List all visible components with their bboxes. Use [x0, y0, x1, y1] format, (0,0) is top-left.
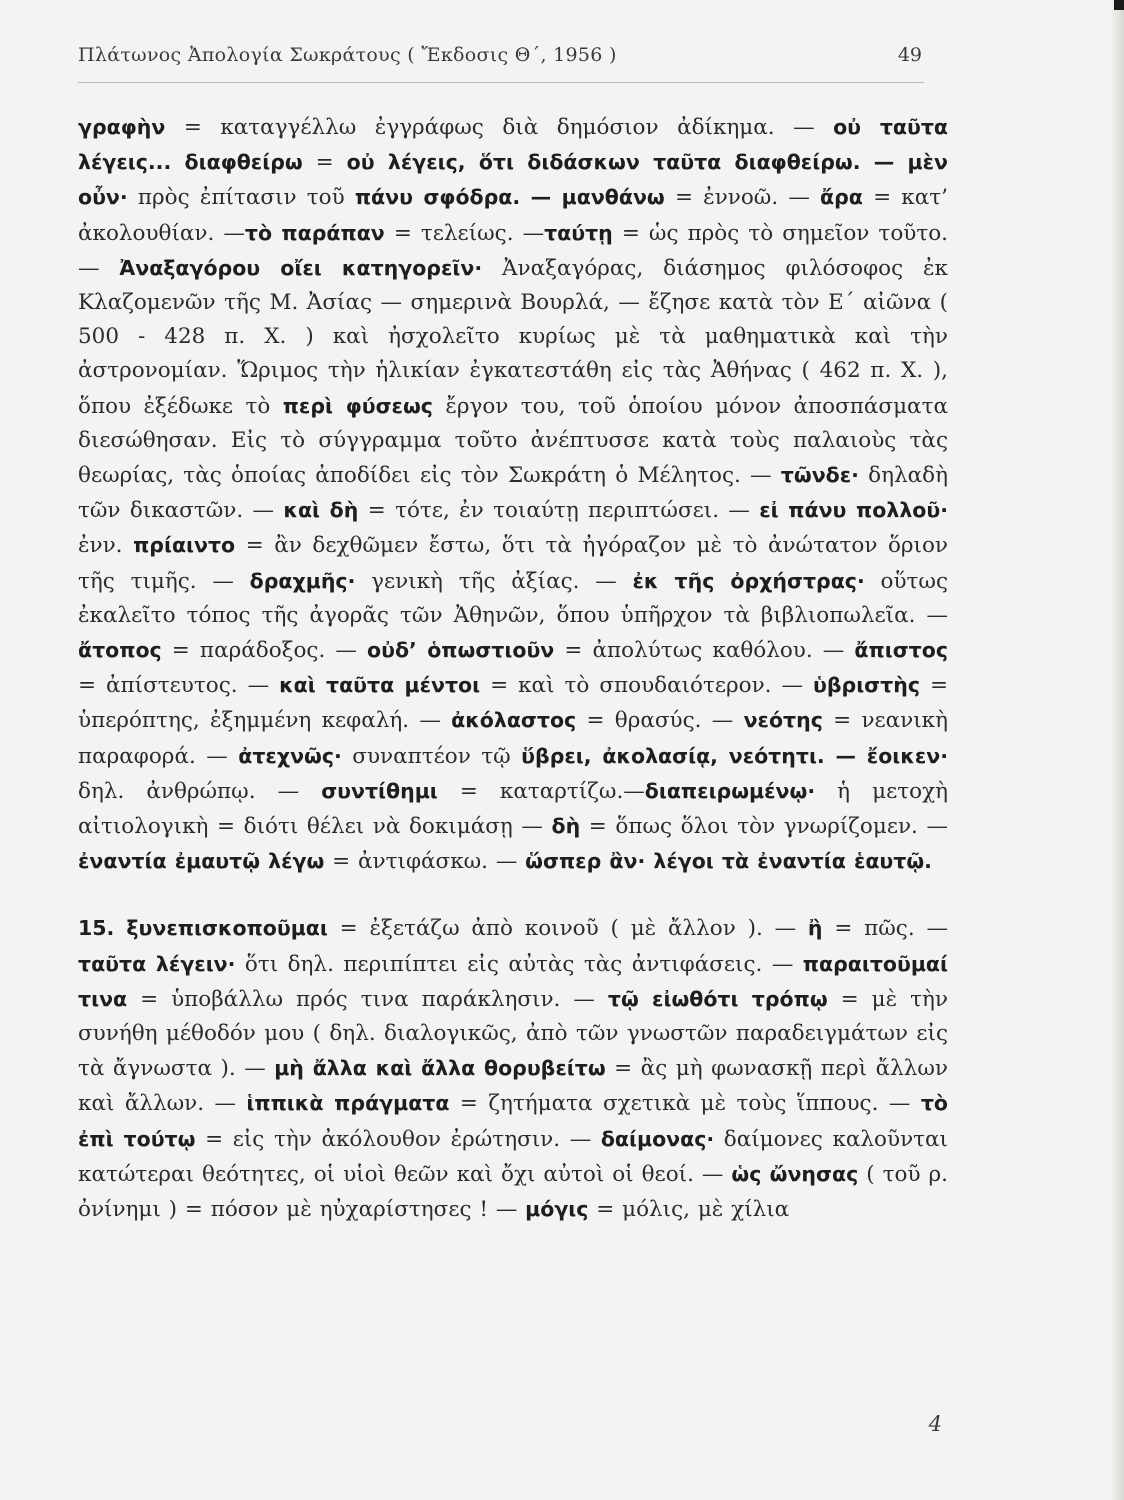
lemma: ταῦτα λέγειν· — [78, 951, 236, 976]
lemma: 15. ξυνεπισκοποῦμαι — [78, 916, 328, 941]
lemma: οὐδ’ ὁπωστιοῦν — [367, 638, 555, 663]
gloss: οὕτως ἐκαλεῖτο τόπος τῆς ἀγορᾶς τῶν Ἀθηνῶν, ὅπου ὑπῆρχον τὰ βιβλιοπωλεῖα. — — [78, 568, 948, 628]
gloss: δηλ. ἀνθρώπῳ. — — [78, 778, 322, 804]
lemma: καὶ δὴ — [283, 498, 359, 523]
gloss: = ἀπολύτως καθόλου. — — [554, 638, 855, 664]
lemma: τῷ εἰωθότι τρόπῳ — [607, 986, 828, 1011]
paragraph-glossary-15 — [78, 911, 948, 1227]
lemma: περὶ φύσεως — [282, 393, 433, 418]
gloss: = μὲ τὴν συνήθη μέθοδόν μου ( δηλ. διαλογικῶς, ἀπὸ τῶν γνωστῶν παραδειγμάτων εἰς τὰ ἄγνωστα ). — — [78, 986, 948, 1082]
gloss: = θρασύς. — — [576, 708, 744, 734]
gloss: = καταγγέλλω ἐγγράφως διὰ δημόσιον ἀδίκημα. — — [165, 115, 834, 140]
gloss: = παράδοξος. — — [161, 638, 368, 664]
lemma: οὐ λέγεις, ὅτι διδάσκων ταῦτα διαφθείρω. — μὲν οὖν· — [78, 150, 948, 210]
gloss: = ἐξετάζω ἀπὸ κοινοῦ ( μὲ ἄλλον ). — — [327, 916, 808, 942]
gloss: συναπτέον τῷ — [341, 743, 522, 769]
lemma: οὐ ταῦτα λέγεις... διαφθείρω — [78, 115, 948, 175]
lemma: ἄρα — [820, 185, 863, 210]
gloss: Ἀναξαγόρας, διάσημος φιλόσοφος ἐκ Κλαζομενῶν τῆς Μ. Ἀσίας — σημερινὰ Βουρλά, — ἔζησε κατὰ τὸν Ε΄ αἰῶνα ( 500 - 428 π. Χ. ) καὶ ἠσχολεῖτο κυρίως μὲ τὰ μαθηματικὰ καὶ τὴν ἀστρονομίαν. Ὥριμος τὴν ἡλικίαν ἐγκατεστάθη εἰς τὰς Ἀθήνας ( 462 π. Χ. ), ὅπου ἐξέδωκε τὸ — [78, 255, 948, 419]
page-edge — [1110, 0, 1124, 1500]
lemma: διαπειρωμένῳ· — [644, 778, 816, 803]
gloss: = ἐννοῶ. — — [664, 185, 821, 211]
gloss: = νεανικὴ παραφορά. — — [78, 708, 949, 769]
lemma: ἐκ τῆς ὀρχήστρας· — [632, 568, 865, 593]
gloss: = καταρτίζω.— — [437, 778, 645, 804]
page-number: 49 — [897, 44, 922, 66]
gloss: ἐνν. — [78, 533, 134, 559]
lemma: ὑβριστὴς — [813, 673, 920, 698]
gloss: δηλαδὴ τῶν δικαστῶν. — — [78, 463, 948, 524]
running-header: Πλάτωνος Ἀπολογία Σωκράτους ( Ἔκδοσις Θ΄, 1956 ) — [78, 44, 617, 66]
lemma: ταύτῃ — [544, 220, 613, 245]
lemma: μόγις — [525, 1197, 589, 1222]
gloss: = ὡς πρὸς τὸ σημεῖον τοῦτο. — — [78, 220, 948, 281]
lemma: ἢ — [807, 916, 823, 941]
gloss: ἡ μετοχὴ αἰτιολογικὴ = διότι θέλει νὰ δοκιμάσῃ — — [78, 778, 948, 840]
lemma: συντίθημι — [321, 778, 438, 803]
lemma: τὸ ἐπὶ τούτῳ — [78, 1091, 948, 1151]
gloss: = ἂν δεχθῶμεν ἔστω, ὅτι τὰ ἠγόραζον μὲ τὸ ἀνώτατον ὅριον τῆς τιμῆς. — — [78, 533, 948, 594]
gloss: = ὑποβάλλω πρός τινα παράκλησιν. — — [127, 986, 608, 1012]
lemma: ἱππικὰ πράγματα — [246, 1091, 450, 1116]
gloss: = ὅπως ὅλοι τὸν γνωρίζομεν. — — [580, 814, 949, 840]
gloss: = τελείως. — — [384, 220, 545, 246]
lemma: νεότης — [743, 708, 823, 733]
gloss: πρὸς ἐπίτασιν τοῦ — [127, 185, 355, 211]
lemma: τὸ παράπαν — [244, 220, 385, 245]
gloss: = κατ’ ἀκολουθίαν. — — [78, 185, 948, 246]
lemma: ἀτεχνῶς· — [238, 743, 342, 768]
gloss: = — [302, 150, 347, 176]
gloss: = ἂς μὴ φωνασκῇ περὶ ἄλλων καὶ ἄλλων. — — [78, 1056, 948, 1117]
gloss: = μόλις, μὲ χίλια — [588, 1197, 790, 1223]
lemma: παραιτοῦμαί τινα — [78, 951, 948, 1011]
lemma: εἰ πάνυ πολλοῦ· — [759, 498, 949, 523]
gloss: = καὶ τὸ σπουδαιότερον. — — [480, 673, 813, 699]
lemma: πρίαιντο — [133, 533, 236, 558]
gloss: γενικὴ τῆς ἀξίας. — — [355, 568, 633, 594]
lemma: τῶνδε· — [780, 463, 859, 488]
lemma: ὕβρει, ἀκολασίᾳ, νεότητι. — ἔοικεν· — [521, 743, 948, 768]
gloss: δαίμονες καλοῦνται κατώτεραι θεότητες, οἱ υἱοὶ θεῶν καὶ ὄχι αὐτοὶ οἱ θεοί. — — [78, 1126, 948, 1187]
gloss: ( τοῦ ρ. ὀνίνημι ) = πόσον μὲ ηὐχαρίστησες ! — — [78, 1161, 948, 1223]
header-rule — [78, 82, 924, 83]
lemma: ἄπιστος — [854, 638, 948, 663]
gloss: = ἀπίστευτος. — — [78, 673, 280, 699]
paragraph-glossary-14 — [78, 110, 948, 879]
lemma: ἐναντία ἐμαυτῷ λέγω — [78, 849, 325, 874]
lemma: ἀκόλαστος — [451, 708, 577, 733]
lemma: Ἀναξαγόρου οἴει κατηγορεῖν· — [119, 255, 483, 280]
lemma: καὶ ταῦτα μέντοι — [279, 673, 481, 698]
lemma: μὴ ἄλλα καὶ ἄλλα θορυβείτω — [274, 1056, 606, 1081]
lemma: ὥσπερ ἂν· λέγοι τὰ ἐναντία ἑαυτῷ. — [525, 849, 932, 874]
gloss: = ὑπερόπτης, ἐξημμένη κεφαλή. — — [78, 673, 948, 734]
lemma: ὡς ὤνησας — [731, 1161, 859, 1186]
gloss: = ἀντιφάσκω. — — [324, 849, 526, 875]
body-text — [78, 110, 948, 1227]
lemma: δαίμονας· — [600, 1126, 715, 1151]
lemma: ἄτοπος — [78, 638, 162, 663]
gloss: = τότε, ἐν τοιαύτῃ περιπτώσει. — — [358, 498, 760, 524]
corner-mark — [1114, 0, 1124, 10]
lemma: πάνυ σφόδρα. — μανθάνω — [354, 185, 665, 210]
gloss: ὅτι δηλ. περιπίπτει εἰς αὐτὰς τὰς ἀντιφάσεις. — — [235, 951, 803, 977]
gloss: ἔργον του, τοῦ ὁποίου μόνον ἀποσπάσματα διεσώθησαν. Εἰς τὸ σύγγραμμα τοῦτο ἀνέπτυσσε κατὰ τοὺς παλαιοὺς τὰς θεωρίας, τὰς ὁποίας ἀποδίδει εἰς τὸν Σωκράτη ὁ Μέλητος. — — [78, 393, 948, 489]
signature-mark: 4 — [928, 1412, 942, 1436]
gloss: = πῶς. — — [822, 916, 948, 942]
gloss: = εἰς τὴν ἀκόλουθον ἐρώτησιν. — — [195, 1126, 601, 1152]
lemma: δραχμῆς· — [249, 568, 356, 593]
lemma: δὴ — [551, 814, 581, 839]
lemma: γραφὴν — [78, 115, 166, 139]
gloss: = ζητήματα σχετικὰ μὲ τοὺς ἵππους. — — [449, 1091, 921, 1117]
